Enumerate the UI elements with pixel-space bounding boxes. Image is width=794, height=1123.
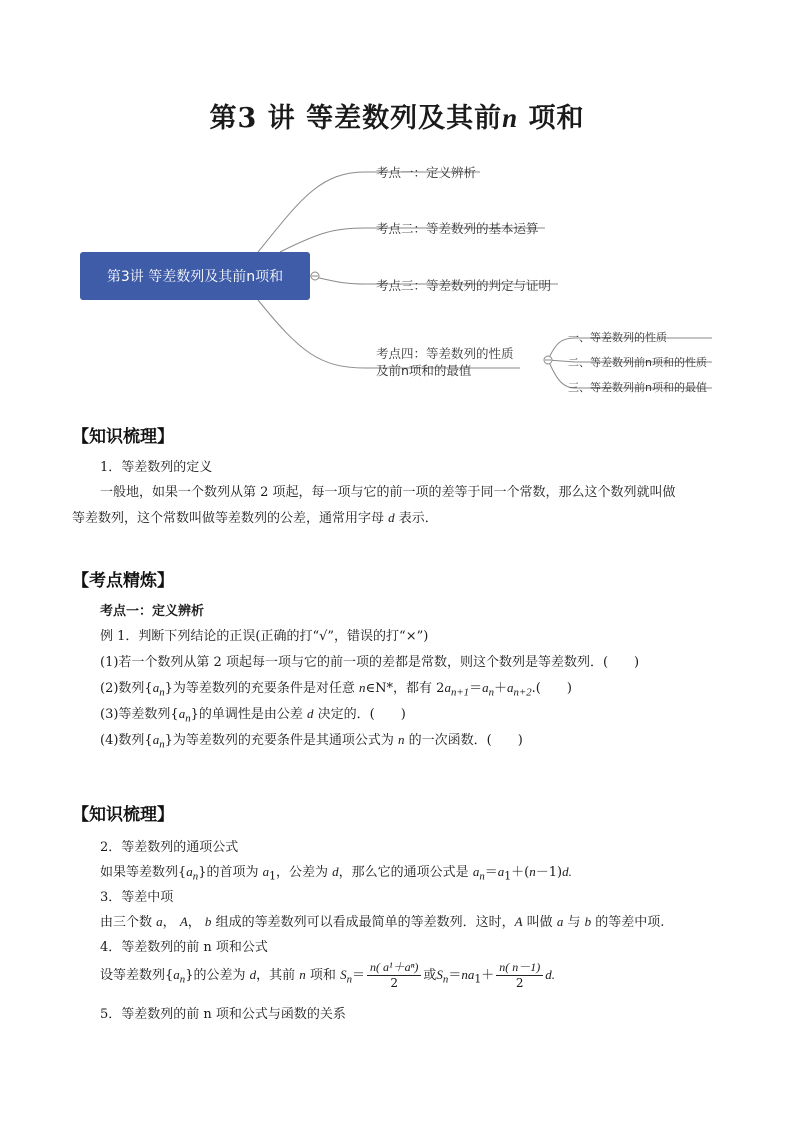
mindmap-root: 第3讲 等差数列及其前n项和 — [80, 252, 310, 300]
paragraph: 由三个数 a， A， b 组成的等差数列可以看成最简单的等差数列．这时，A 叫做 a 与 b 的等差中项. — [100, 914, 665, 930]
fraction: $\frac{n( n-1)}{2}$ — [496, 960, 543, 991]
item-heading: 5．等差数列的前 n 项和公式与函数的关系 — [100, 1007, 346, 1022]
item-heading: 1．等差数列的定义 — [100, 460, 213, 475]
fraction: $\frac{\text{n( a¹＋aⁿ)}}{2}$ — [367, 960, 421, 991]
item-heading: 2．等差数列的通项公式 — [100, 840, 239, 855]
sum-formula: 设等差数列$\{a_n\}$的公差为 d，其前 n 项和 $S_n=$ $\frac{\text{n( a¹＋aⁿ)}}{2}$ 或$S_n=na_1+$ $\frac{n( n-1)}{2}$ d. — [100, 960, 555, 990]
mindmap-sub-3: 三、等差数列前n项和的最值 — [568, 381, 707, 394]
topic-heading: 考点一：定义辨析 — [100, 604, 205, 619]
mindmap-node-2: 考点二：等差数列的基本运算 — [376, 221, 539, 236]
question-3: (3)等差数列$\{a_n\}$的单调性是由公差 d 决定的．( ) — [100, 706, 406, 725]
question-2: (2)数列$\{a_n\}$为等差数列的充要条件是对任意 n∈N*，都有 $2a_{n+1}=a_n+a_{n+2}$.( ) — [100, 680, 572, 699]
mindmap-node-4-line2: 及前n项和的最值 — [376, 363, 472, 378]
question-1: (1)若一个数列从第 2 项起每一项与它的前一项的差都是常数，则这个数列是等差数列．( ) — [100, 655, 640, 670]
question-4: (4)数列$\{a_n\}$为等差数列的充要条件是其通项公式为 n 的一次函数．( ) — [100, 732, 523, 751]
item-heading: 4．等差数列的前 n 项和公式 — [100, 940, 268, 955]
mindmap-sub-1: 一、等差数列的性质 — [568, 331, 667, 344]
paragraph: 如果等差数列$\{a_n\}$的首项为 $a_1$，公差为 d，那么它的通项公式是 $a_n=a_1+(n-1)d$. — [100, 864, 572, 883]
page-title: 第3 讲 等差数列及其前n 项和 — [209, 103, 585, 134]
item-heading: 3．等差中项 — [100, 890, 174, 905]
mindmap-node-3: 考点三：等差数列的判定与证明 — [376, 278, 552, 293]
section-heading: 【考点精炼】 — [72, 571, 174, 591]
mindmap-node-1: 考点一：定义辨析 — [376, 165, 477, 180]
paragraph: 等差数列，这个常数叫做等差数列的公差，通常用字母 d 表示． — [72, 510, 438, 526]
mindmap-sub-2: 二、等差数列前n项和的性质 — [568, 356, 707, 369]
section-heading: 【知识梳理】 — [72, 427, 174, 447]
mindmap-node-4: 考点四：等差数列的性质 — [376, 346, 514, 361]
paragraph: 一般地，如果一个数列从第 2 项起，每一项与它的前一项的差等于同一个常数，那么这个数列就叫做 — [100, 485, 676, 500]
section-heading: 【知识梳理】 — [72, 805, 174, 825]
example-text: 例 1．判断下列结论的正误(正确的打“√”，错误的打“×”) — [100, 629, 429, 644]
